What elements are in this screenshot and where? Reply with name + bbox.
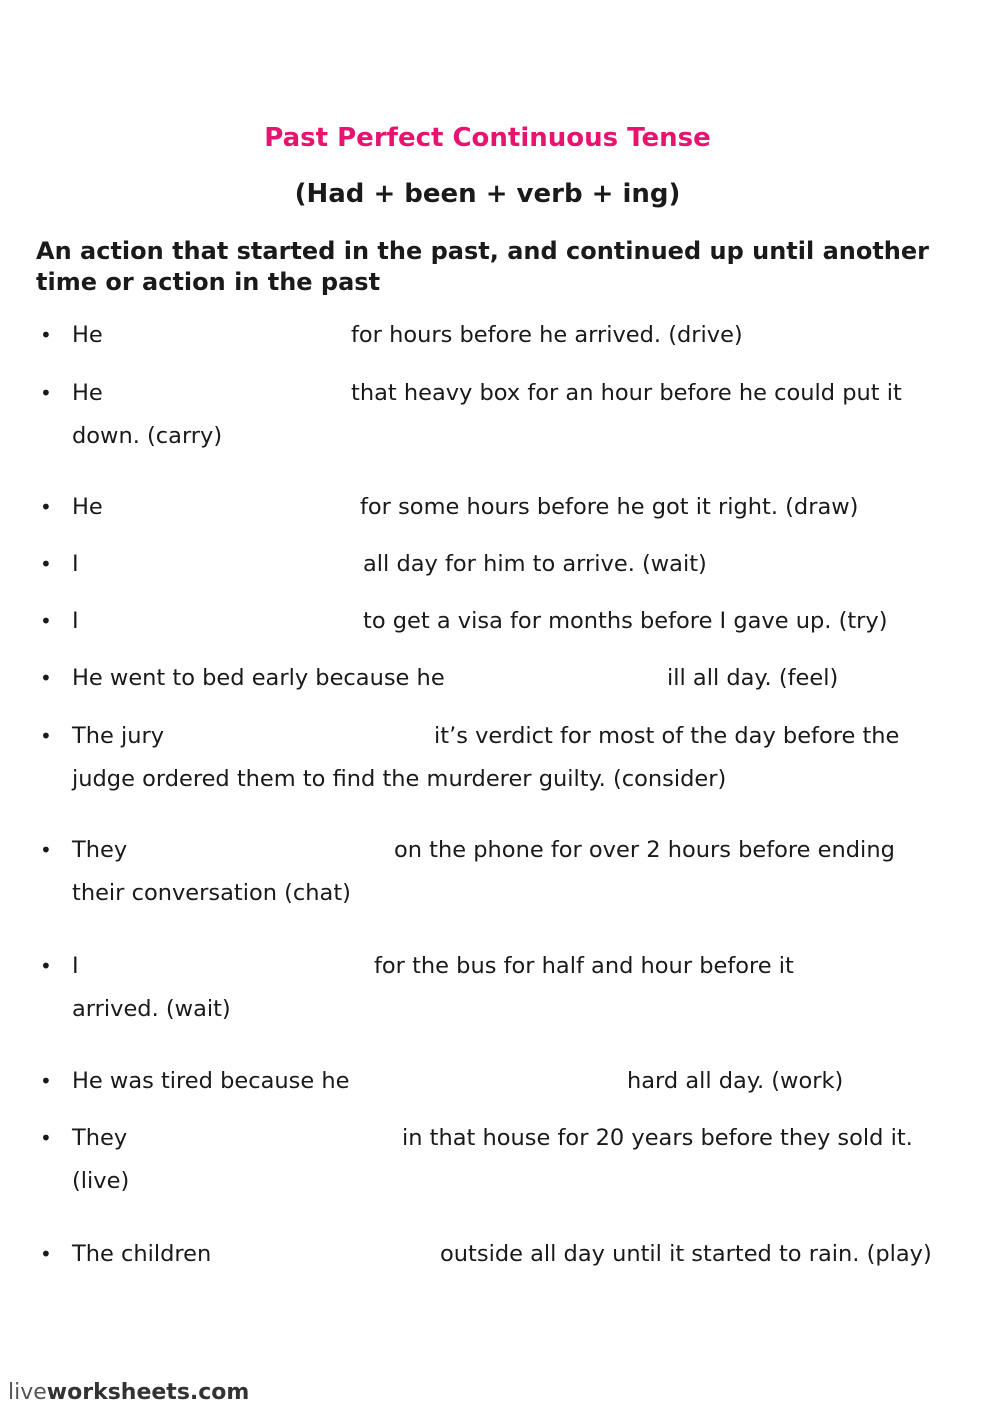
item-text-before: They <box>72 837 128 863</box>
item-text-before: They <box>72 1125 128 1151</box>
item-text-after: hard all day. (work) <box>627 1068 844 1094</box>
item-text-after: on the phone for over 2 hours before ending <box>394 837 895 863</box>
answer-input-1[interactable] <box>150 318 348 352</box>
page-title: Past Perfect Continuous Tense <box>264 123 711 153</box>
item-text-continuation: down. (carry) <box>72 423 223 449</box>
bullet-icon: • <box>40 838 52 862</box>
bullet-icon: • <box>40 552 52 576</box>
item-text-before: I <box>72 608 79 634</box>
answer-input-8[interactable] <box>142 833 390 867</box>
answer-input-3[interactable] <box>150 490 356 524</box>
item-text-before: I <box>72 953 79 979</box>
item-text-before: The children <box>72 1241 212 1267</box>
item-text-after: all day for him to arrive. (wait) <box>363 551 707 577</box>
item-text-continuation: judge ordered them to find the murderer guilty. (consider) <box>72 766 727 792</box>
footer-logo-domain: worksheets.com <box>46 1380 250 1405</box>
answer-input-2[interactable] <box>150 376 348 410</box>
answer-input-10[interactable] <box>375 1064 623 1098</box>
item-text-after: in that house for 20 years before they sold it. <box>402 1125 913 1151</box>
answer-input-12[interactable] <box>228 1237 436 1271</box>
answer-input-4[interactable] <box>150 547 358 581</box>
item-text-after: for some hours before he got it right. (draw) <box>360 494 859 520</box>
bullet-icon: • <box>40 323 52 347</box>
bullet-icon: • <box>40 495 52 519</box>
bullet-icon: • <box>40 381 52 405</box>
answer-input-5[interactable] <box>150 604 358 638</box>
item-text-after: it’s verdict for most of the day before the <box>434 723 900 749</box>
item-text-before: He <box>72 322 103 348</box>
answer-input-11[interactable] <box>142 1121 398 1155</box>
bullet-icon: • <box>40 666 52 690</box>
item-text-after: for the bus for half and hour before it <box>374 953 794 979</box>
bullet-icon: • <box>40 954 52 978</box>
item-text-before: He <box>72 494 103 520</box>
item-text-after: ill all day. (feel) <box>667 665 839 691</box>
item-text-before: I <box>72 551 79 577</box>
answer-input-7[interactable] <box>185 719 431 753</box>
formula-subtitle: (Had + been + verb + ing) <box>294 179 681 209</box>
answer-input-9[interactable] <box>150 949 370 983</box>
footer-logo <box>8 1378 249 1408</box>
bullet-icon: • <box>40 1242 52 1266</box>
item-text-continuation: their conversation (chat) <box>72 880 351 906</box>
item-text-after: to get a visa for months before I gave up. (try) <box>363 608 888 634</box>
item-text-after: that heavy box for an hour before he could put it <box>351 380 902 406</box>
definition-text: An action that started in the past, and continued up until another time or action in the past <box>36 237 930 296</box>
item-text-after: for hours before he arrived. (drive) <box>351 322 743 348</box>
bullet-icon: • <box>40 1126 52 1150</box>
answer-input-6[interactable] <box>470 661 663 695</box>
bullet-icon: • <box>40 609 52 633</box>
bullet-icon: • <box>40 1069 52 1093</box>
item-text-continuation: arrived. (wait) <box>72 996 231 1022</box>
item-text-before: He <box>72 380 103 406</box>
item-text-before: He was tired because he <box>72 1068 350 1094</box>
footer-logo-prefix: live <box>8 1380 47 1405</box>
item-text-before: The jury <box>72 723 165 749</box>
item-text-continuation: (live) <box>72 1168 130 1194</box>
bullet-icon: • <box>40 724 52 748</box>
item-text-before: He went to bed early because he <box>72 665 445 691</box>
item-text-after: outside all day until it started to rain. (play) <box>440 1241 932 1267</box>
